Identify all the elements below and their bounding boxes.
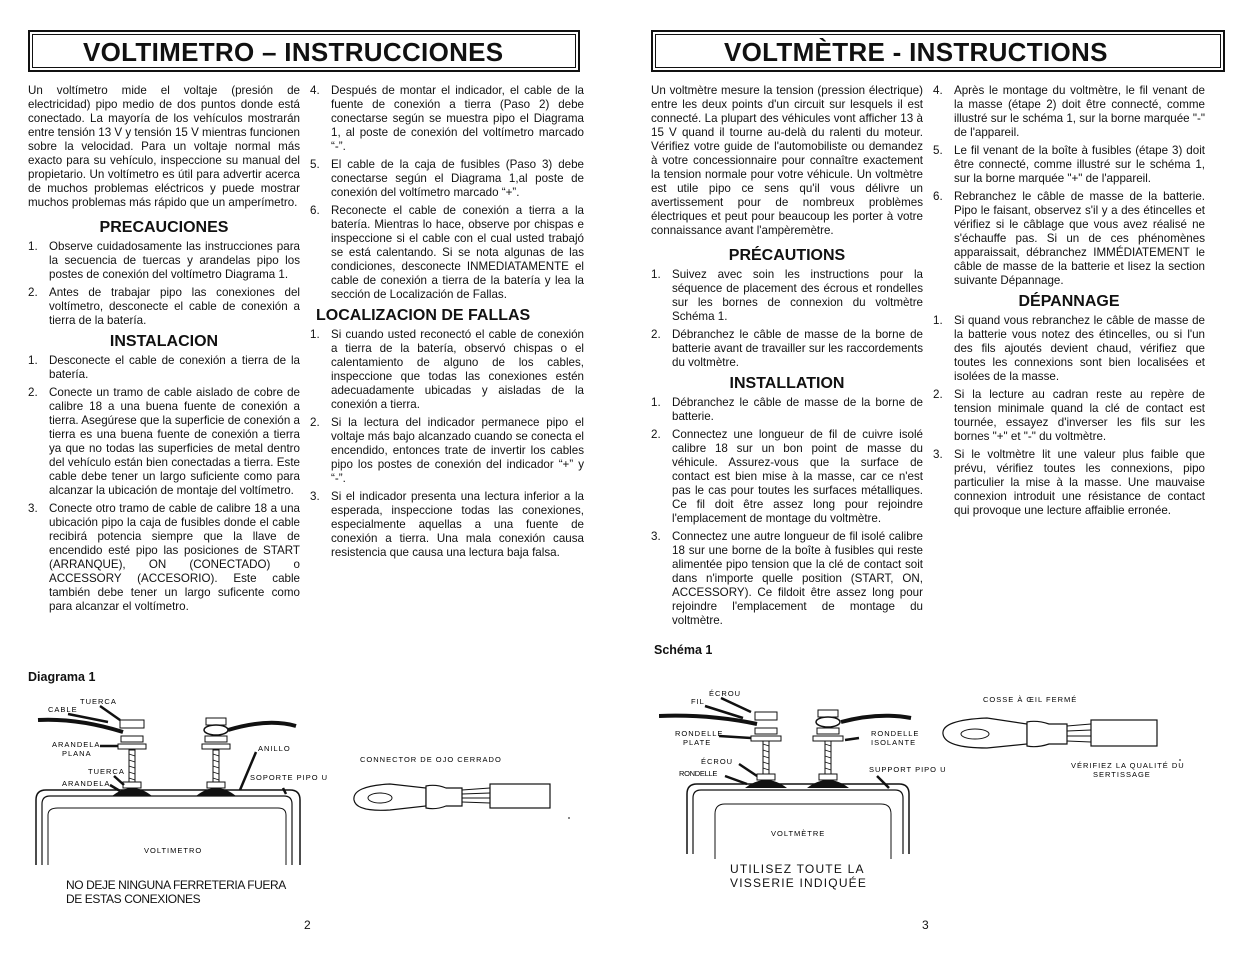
list-item-number: 5.	[310, 158, 320, 171]
list-item-text: Antes de trabajar pipo las conexiones del voltímetro, desconecte el cable de conexión a tierra de la batería.	[49, 286, 300, 327]
diagram-label: Schéma 1	[654, 643, 713, 657]
label-voltmeter: VOLTMÈTRE	[771, 829, 826, 838]
install-heading: INSTALLATION	[729, 375, 845, 392]
list-item-number: 3.	[310, 490, 320, 503]
list-item	[310, 158, 584, 200]
list-item-number: 1.	[651, 268, 661, 281]
label-washer: RONDELLE	[679, 769, 718, 778]
label-check-crimp-1: VÉRIFIEZ LA QUALITÉ DU	[1071, 761, 1185, 770]
list-item	[933, 84, 1205, 140]
label-u-bracket: SUPPORT PIPO U	[869, 765, 947, 774]
list-item-number: 4.	[310, 84, 320, 97]
label-nut-top: ÉCROU	[709, 689, 742, 698]
list-item-text: Si quand vous rebranchez le câble de masse de la batterie vous notez des étincelles, ou si l'un des fils ajoutés devient chaud, vérifiez que toutes les connexions sont bien localisées et isolées de la masse.	[954, 314, 1205, 383]
list-item	[28, 386, 300, 498]
intro-paragraph: Un voltmètre mesure la tension (pression électrique) entre les deux points d'un circuit sur lesquels il est connecté. La plupart des véhicules vont afficher 13 à 15 V quand il tourne au-delà du ralenti du moteur. Vérifiez votre guide de l'automobiliste ou demandez à votre concessionnaire pour connaître exactement la tension normale pour votre véhicule. Un voltmètre est utile pipo ce sens qu'il vous délivre un avertissement pour de nombreux problèmes électriques et peut pour beaucoup les porter à votre connaissance avant l'ampèremètre.	[651, 84, 923, 237]
list-item	[933, 448, 1205, 518]
list-item	[310, 204, 584, 302]
list-item	[651, 328, 923, 370]
install-list	[28, 354, 300, 614]
list-item-number: 2.	[310, 416, 320, 429]
page-spanish	[28, 0, 618, 954]
list-item-text: Débranchez le câble de masse de la borne de batterie avant de travailler sur les raccordements du voltmètre.	[672, 328, 923, 369]
list-item-number: 3.	[651, 530, 661, 543]
list-item	[310, 490, 584, 560]
label-nut: ÉCROU	[701, 757, 734, 766]
title-box	[651, 30, 1225, 72]
list-item	[651, 396, 923, 424]
page-number: 2	[304, 918, 311, 932]
list-item-number: 1.	[28, 354, 38, 367]
list-item	[28, 354, 300, 382]
label-wire: FIL	[691, 697, 705, 706]
list-item-number: 2.	[651, 428, 661, 441]
list-item	[651, 530, 923, 628]
list-item-number: 2.	[651, 328, 661, 341]
label-cable: CABLE	[48, 705, 78, 714]
column-right	[933, 84, 1205, 522]
list-item-text: Suivez avec soin les instructions pour la séquence de placement des écrous et rondelles sur les bornes de connexion du voltmètre Schéma 1.	[672, 268, 923, 323]
list-item-text: Si le voltmètre lit une valeur plus faible que prévu, vérifiez toutes les connexions, pipo particulier la mise à la masse. Une mauvaise connexion introduit une résistance de contact qui provoque une lecture affaiblie erronée.	[954, 448, 1205, 517]
install-heading: INSTALACION	[109, 333, 219, 350]
list-item-number: 1.	[651, 396, 661, 409]
list-item-text: Desconecte el cable de conexión a tierra de la batería.	[49, 354, 300, 381]
list-item-text: Conecte un tramo de cable aislado de cobre de calibre 18 a una buena fuente de conexión a tierra. Asegúrese que la superficie de conexión a tierra es una buena fuente de conexión a tierra ya que no todas las superficies de metal dentro del vehículo están bien conectadas a tierra. Este cable debe tener un largo suficiente como para alcanzar la ubicación de montaje del voltímetro.	[49, 386, 300, 497]
list-item-text: Si la lectura del indicador permanece pipo el voltaje más bajo alcanzado cuando se conecta el encendido, entonces trate de invertir los cables pipo los postes de conexión del indicador “+” y “-”.	[331, 416, 584, 485]
intro-paragraph: Un voltímetro mide el voltaje (presión de electricidad) pipo medio de dos puntos donde está conectado. La mayoría de los vehículos mostrarán entre tensión 13 V y tensión 15 V mientras funcionen sobre la velocidad. Para un voltaje normal más exacto para su vehículo, inspeccione su manual del propietario. Un voltímetro es útil para advertir acerca de muchos problemas eléctricos y puede mostrar muchos problemas más rápido que un amperímetro.	[28, 84, 300, 209]
troubleshooting-heading: DÉPANNAGE	[1018, 293, 1120, 310]
install-list-continued	[933, 84, 1205, 288]
label-flat-washer-1: RONDELLE	[675, 729, 724, 738]
list-item-number: 6.	[933, 190, 943, 203]
column-right	[310, 84, 584, 564]
precautions-heading: PRÉCAUTIONS	[728, 247, 846, 264]
list-item-text: Le fil venant de la boîte à fusibles (étape 3) doit être connecté, comme illustré sur le schéma 1, sur la borne marquée "+" de l'appareil.	[954, 144, 1205, 185]
list-item-text: Connectez une longueur de fil de cuivre isolé calibre 18 sur un bon point de masse du véhicule. Assurez-vous que la surface de contact est bien mise à la masse, car ce n'est pas le cas pour toutes les surfaces métalliques. Ce fil doit être assez long pour rejoindre l'emplacement de montage du voltmètre.	[672, 428, 923, 525]
list-item-text: Débranchez le câble de masse de la borne de batterie.	[672, 396, 923, 423]
diagram-label: Diagrama 1	[28, 670, 96, 684]
list-item	[933, 388, 1205, 444]
list-item	[933, 144, 1205, 186]
ring-connector-diagram	[350, 750, 580, 825]
label-closed-eye-connector: CONNECTOR DE OJO CERRADO	[360, 755, 502, 764]
label-check-crimp-2: SERTISSAGE	[1093, 770, 1151, 779]
list-item-number: 2.	[28, 386, 38, 399]
page-title: VOLTMÈTRE - INSTRUCTIONS	[655, 34, 1221, 68]
list-item-number: 1.	[28, 240, 38, 253]
troubleshooting-heading: LOCALIZACION DE FALLAS	[316, 307, 531, 324]
list-item-text: Conecte otro tramo de cable de calibre 18 a una ubicación pipo la caja de fusibles donde el cable recibirá potencia siempre que la llave de encendido esté pipo las posiciones de START (ARRANQUE), ON (CONECTADO) o ACCESSORY (ACCESORIO). Este cable también debe tener un largo suficente como para alcanzar el voltímetro.	[49, 502, 300, 613]
ring-connector-diagram	[941, 690, 1186, 790]
troubleshooting-list	[310, 328, 584, 560]
list-item-number: 1.	[933, 314, 943, 327]
list-item-text: Si la lecture au cadran reste au repère de tension minimale quand la clé de contact est tournée, essayez d'inverser les fils sur les bornes "+" et "-" du voltmètre.	[954, 388, 1205, 443]
list-item	[933, 190, 1205, 288]
list-item-number: 1.	[310, 328, 320, 341]
note-line-1: NO DEJE NINGUNA FERRETERIA FUERA	[66, 878, 286, 892]
list-item-text: Si el indicador presenta una lectura inferior a la esperada, inspeccione todas las conexiones, especialmente aquellas a una fuente de conexión a tierra. Una mala conexión causa resistencia que causa una lectura baja falsa.	[331, 490, 584, 559]
label-flat-washer-2: PLANA	[62, 749, 92, 758]
page-french	[651, 0, 1235, 954]
wiring-diagram	[28, 690, 328, 870]
label-voltmeter: VOLTIMETRO	[144, 846, 203, 855]
page-number: 3	[922, 918, 929, 932]
list-item	[28, 286, 300, 328]
label-insulating-washer-1: RONDELLE	[871, 729, 920, 738]
label-u-bracket: SOPORTE PIPO U	[250, 773, 328, 782]
list-item	[310, 416, 584, 486]
label-insulating-washer-2: ISOLANTE	[871, 738, 917, 747]
list-item-number: 2.	[933, 388, 943, 401]
list-item	[651, 268, 923, 324]
label-flat-washer-1: ARANDELA	[52, 740, 101, 749]
list-item	[310, 328, 584, 412]
list-item	[310, 84, 584, 154]
note-line-1: UTILISEZ TOUTE LA	[730, 862, 865, 876]
title-box	[28, 30, 580, 72]
precautions-list	[28, 240, 300, 328]
install-list	[651, 396, 923, 628]
list-item	[28, 240, 300, 282]
list-item	[28, 502, 300, 614]
list-item-text: Rebranchez le câble de masse de la batterie. Pipo le faisant, observez s'il y a des étincelles et vérifiez si le câblage que vous avez réalisé ne s'échauffe pas. Si un de ces phénomènes apparaissait, débranchez IMMÉDIATEMENT le câble de masse de la batterie et lisez la section suivante Dépannage.	[954, 190, 1205, 287]
list-item	[651, 428, 923, 526]
list-item-number: 5.	[933, 144, 943, 157]
note-line-2: DE ESTAS CONEXIONES	[66, 892, 201, 906]
label-washer: ARANDELA	[62, 779, 111, 788]
wiring-diagram	[659, 684, 949, 874]
column-left	[28, 84, 300, 618]
precautions-heading: PRECAUCIONES	[99, 219, 229, 236]
list-item-number: 3.	[933, 448, 943, 461]
label-ring: ANILLO	[258, 744, 291, 753]
list-item-number: 6.	[310, 204, 320, 217]
install-list-continued	[310, 84, 584, 302]
label-closed-eye-lug: COSSE À ŒIL FERMÉ	[983, 695, 1078, 704]
label-nut-top: TUERCA	[80, 697, 117, 706]
page-title: VOLTIMETRO – INSTRUCCIONES	[32, 34, 576, 68]
list-item-text: Si cuando usted reconectó el cable de conexión a tierra de la batería, observó chispas o el calentamiento de alguno de los cables, inspeccione que todas las conexiones estén adecuadamente ubicadas y aisladas de la conexión a tierra.	[331, 328, 584, 411]
list-item-number: 3.	[28, 502, 38, 515]
troubleshooting-list	[933, 314, 1205, 518]
list-item-number: 2.	[28, 286, 38, 299]
list-item-text: Connectez une autre longueur de fil isolé calibre 18 sur une borne de la boîte à fusibles qui reste alimentée pipo tension que la clé de contact soit dans n'importe quelle position (START, ON, ACCESSORY). Ce fildoit être assez long pour rejoindre l'emplacement de montage du voltmètre.	[672, 530, 923, 627]
list-item-text: Observe cuidadosamente las instrucciones para la secuencia de tuercas y arandelas pipo los postes de conexión del voltímetro Diagrama 1.	[49, 240, 300, 281]
precautions-list	[651, 268, 923, 370]
note-line-2: VISSERIE INDIQUÉE	[730, 876, 868, 890]
column-left	[651, 84, 923, 632]
label-nut: TUERCA	[88, 767, 125, 776]
list-item-text: Après le montage du voltmètre, le fil venant de la masse (étape 2) doit être connecté, comme illustré sur le schéma 1, sur la borne marquée "-" de l'appareil.	[954, 84, 1205, 139]
list-item-text: Después de montar el indicador, el cable de la fuente de conexión a tierra (Paso 2) debe conectarse según se muestra pipo el Diagrama 1, al poste de conexión del voltímetro marcado “-”.	[331, 84, 584, 153]
list-item-text: Reconecte el cable de conexión a tierra a la batería. Mientras lo hace, observe por chispas e inspeccione si el cable con el cual usted trabajó se está calentando. Si se nota algunas de las condiciones, desconecte INMEDIATAMENTE el cable de conexión a tierra de la batería y lea la sección de Localización de Fallas.	[331, 204, 584, 301]
label-flat-washer-2: PLATE	[683, 738, 712, 747]
list-item-number: 4.	[933, 84, 943, 97]
list-item-text: El cable de la caja de fusibles (Paso 3) debe conectarse según el Diagrama 1,al poste de conexión del voltímetro marcado “+”.	[331, 158, 584, 199]
list-item	[933, 314, 1205, 384]
